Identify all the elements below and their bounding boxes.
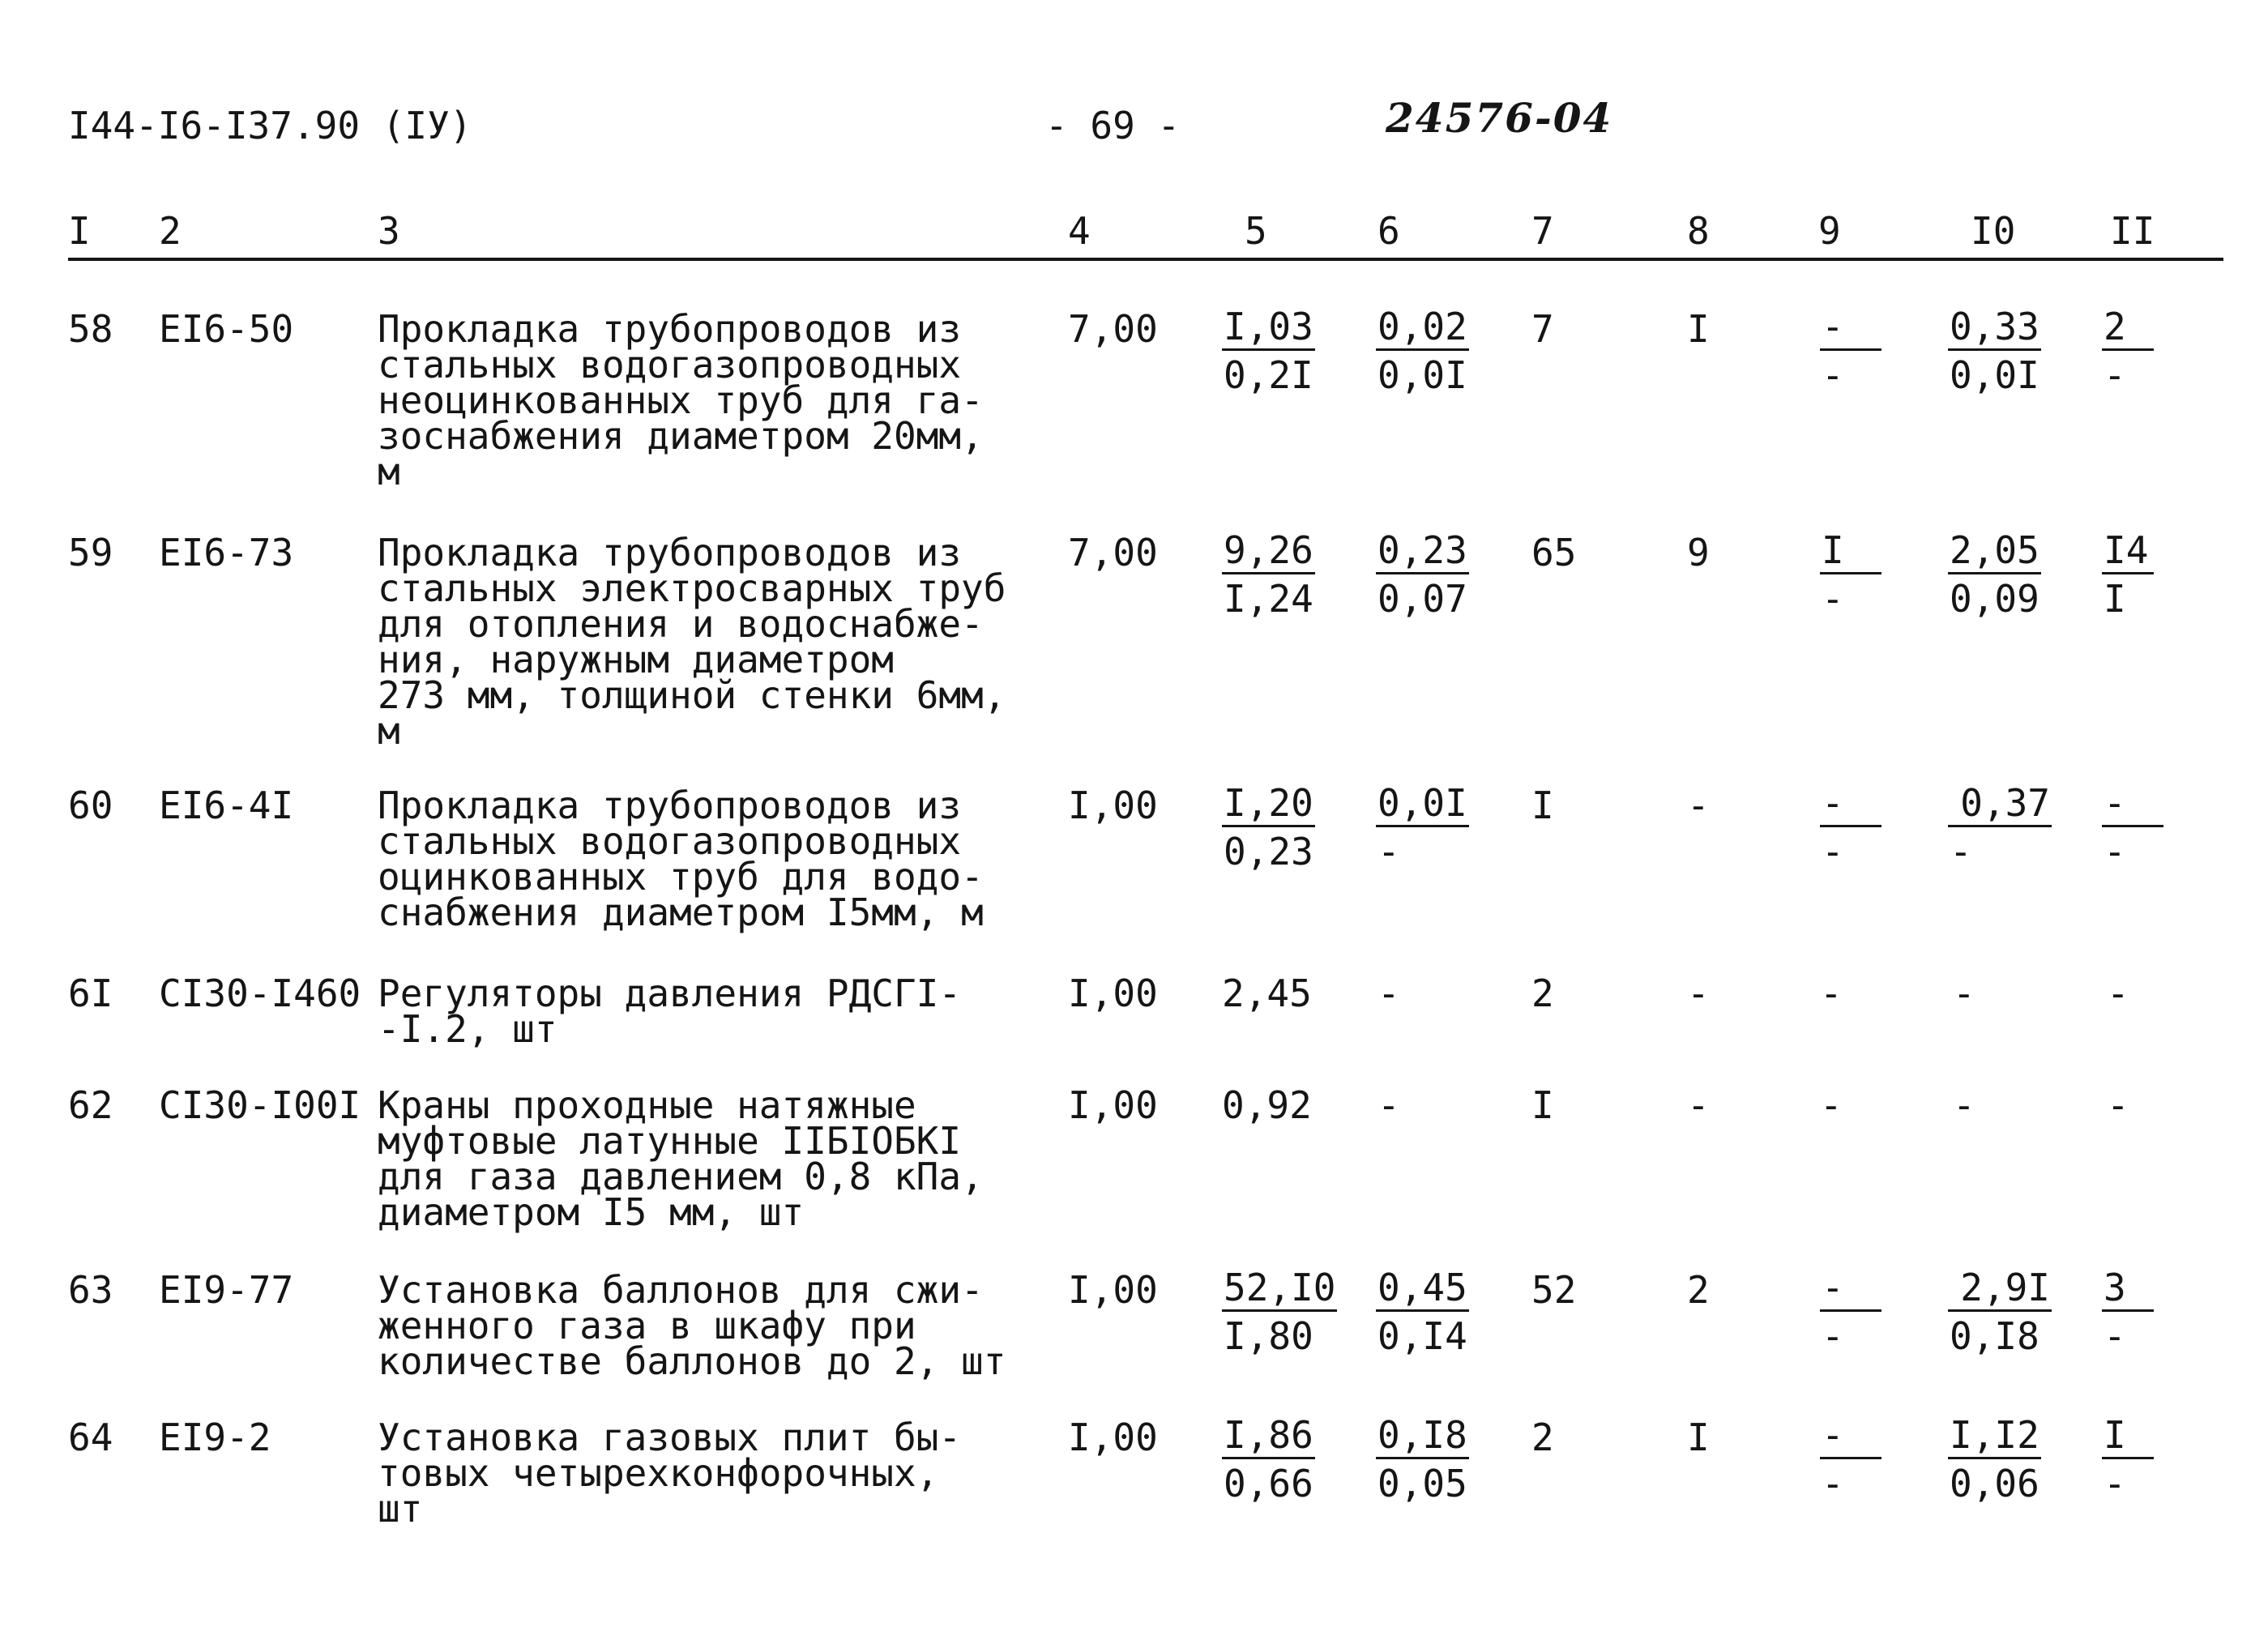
page-number: - 69 - [1045, 104, 1181, 147]
col11-fraction [2102, 528, 2154, 623]
column-number: II [2110, 209, 2155, 253]
norm-code: EI6-73 [159, 531, 294, 574]
description-line: Установка газовых плит бы- [378, 1416, 962, 1459]
col6-fraction [1376, 1266, 1469, 1360]
quantity: 7,00 [1068, 307, 1158, 351]
col8-value: I [1687, 1416, 1710, 1459]
fraction-bottom: 0,06 [1950, 1462, 2039, 1505]
col11-fraction [2102, 1413, 2154, 1508]
fraction-top: 9,26 [1222, 528, 1315, 574]
norm-code: EI9-77 [159, 1268, 294, 1312]
row-number: 64 [68, 1416, 113, 1459]
fraction-top: - [1820, 1413, 1881, 1459]
quantity: I,00 [1068, 1083, 1158, 1127]
quantity: I,00 [1068, 972, 1158, 1015]
column-number: 2 [159, 209, 182, 253]
description-line: зоснабжения диаметром 20мм, [378, 414, 984, 458]
col8-value: I [1687, 307, 1710, 351]
fraction-top: - [1820, 1266, 1881, 1312]
col7-value: 52 [1531, 1268, 1577, 1312]
description-line: снабжения диаметром I5мм, м [378, 890, 984, 934]
work-description [378, 307, 984, 493]
col8-value: 9 [1687, 531, 1710, 574]
col8-value: 2 [1687, 1268, 1710, 1312]
description-line: товых четырехконфорочных, [378, 1451, 939, 1495]
column-number: I0 [1971, 209, 2016, 253]
fraction-bottom: - [2104, 1314, 2126, 1358]
col5-fraction [1222, 1266, 1337, 1360]
fraction-bottom: - [1822, 830, 1844, 873]
fraction-bottom: - [1950, 830, 1972, 873]
col8-value: - [1687, 1083, 1710, 1127]
quantity: I,00 [1068, 1268, 1158, 1312]
col11-fraction [2102, 1266, 2154, 1360]
fraction-bottom: 0,I8 [1950, 1314, 2039, 1358]
description-line: диаметром I5 мм, шт [378, 1190, 805, 1234]
col9-fraction [1820, 528, 1881, 623]
fraction-bottom: 0,2I [1224, 353, 1313, 397]
col10-fraction [1948, 781, 2052, 876]
row-number: 59 [68, 531, 113, 574]
col10-value: - [1953, 972, 1975, 1015]
fraction-top: I,I2 [1948, 1413, 2041, 1459]
description-line: Прокладка трубопроводов из [378, 531, 962, 574]
fraction-top: 2,05 [1948, 528, 2041, 574]
description-line: муфтовые латунные IIБIОБКI [378, 1119, 962, 1163]
fraction-top: - [2102, 781, 2163, 827]
fraction-bottom: 0,0I [1950, 353, 2039, 397]
col8-value: - [1687, 784, 1710, 827]
fraction-top: 0,33 [1948, 305, 2041, 351]
description-line: оцинкованных труб для водо- [378, 855, 984, 899]
col7-value: I [1531, 784, 1554, 827]
quantity: I,00 [1068, 784, 1158, 827]
fraction-bottom: 0,07 [1377, 577, 1467, 621]
column-number: I [68, 209, 91, 253]
col9-fraction [1820, 781, 1881, 876]
fraction-top: I4 [2102, 528, 2154, 574]
description-line: 273 мм, толщиной стенки 6мм, [378, 673, 1006, 717]
column-number: 5 [1245, 209, 1267, 253]
col10-fraction [1948, 1266, 2052, 1360]
fraction-bottom: - [2104, 353, 2126, 397]
column-number: 6 [1377, 209, 1400, 253]
fraction-bottom: - [1822, 577, 1844, 621]
col9-fraction [1820, 1413, 1881, 1508]
fraction-top: 0,37 [1948, 781, 2052, 827]
column-number: 4 [1068, 209, 1091, 253]
col6-fraction [1376, 1413, 1469, 1508]
col5-fraction [1222, 781, 1315, 876]
work-description [378, 1416, 962, 1531]
col5-fraction [1222, 305, 1315, 399]
description-line: -I.2, шт [378, 1007, 557, 1051]
row-number: 62 [68, 1083, 113, 1127]
col9-fraction [1820, 1266, 1881, 1360]
fraction-top: 2,9I [1948, 1266, 2052, 1312]
fraction-top: 0,02 [1376, 305, 1469, 351]
fraction-top: 52,I0 [1222, 1266, 1337, 1312]
description-line: количестве баллонов до 2, шт [378, 1339, 1006, 1383]
description-line: м [378, 709, 400, 753]
fraction-bottom: - [1822, 1462, 1844, 1505]
col10-value: - [1953, 1083, 1975, 1127]
col7-value: 65 [1531, 531, 1577, 574]
description-line: Прокладка трубопроводов из [378, 784, 962, 827]
fraction-bottom: - [1377, 830, 1400, 873]
norm-code: EI6-50 [159, 307, 294, 351]
row-number: 60 [68, 784, 113, 827]
fraction-bottom: - [1822, 353, 1844, 397]
fraction-bottom: 0,09 [1950, 577, 2039, 621]
description-line: стальных водогазопроводных [378, 819, 962, 863]
work-description [378, 1083, 984, 1234]
description-line: стальных электросварных труб [378, 566, 1006, 610]
description-line: неоцинкованных труб для га- [378, 378, 984, 422]
col7-value: 7 [1531, 307, 1554, 351]
col5-value: 0,92 [1222, 1083, 1312, 1127]
fraction-bottom: 0,I4 [1377, 1314, 1467, 1358]
col9-fraction [1820, 305, 1881, 399]
description-line: Регуляторы давления РДСГI- [378, 972, 962, 1015]
col11-value: - [2107, 1083, 2129, 1127]
fraction-top: I,20 [1222, 781, 1315, 827]
fraction-top: 3 [2102, 1266, 2154, 1312]
fraction-bottom: - [1822, 1314, 1844, 1358]
fraction-bottom: - [2104, 830, 2126, 873]
work-description [378, 531, 1006, 753]
norm-code: CI30-I460 [159, 972, 361, 1015]
col8-value: - [1687, 972, 1710, 1015]
col6-fraction [1376, 528, 1469, 623]
document-code: I44-I6-I37.90 (IУ) [68, 104, 472, 147]
col5-value: 2,45 [1222, 972, 1312, 1015]
fraction-top: I [2102, 1413, 2154, 1459]
fraction-top: 0,I8 [1376, 1413, 1469, 1459]
col10-fraction [1948, 1413, 2041, 1508]
col6-value: - [1377, 972, 1400, 1015]
handwritten-inventory-number: 24576-04 [1386, 94, 1613, 142]
fraction-top: I [1820, 528, 1881, 574]
fraction-top: 0,23 [1376, 528, 1469, 574]
column-number: 8 [1687, 209, 1710, 253]
col5-fraction [1222, 528, 1315, 623]
col11-fraction [2102, 305, 2154, 399]
fraction-bottom: I,80 [1224, 1314, 1313, 1358]
quantity: I,00 [1068, 1416, 1158, 1459]
col5-fraction [1222, 1413, 1315, 1508]
col7-value: 2 [1531, 1416, 1554, 1459]
col11-value: - [2107, 972, 2129, 1015]
col6-value: - [1377, 1083, 1400, 1127]
description-line: для газа давлением 0,8 кПа, [378, 1155, 984, 1198]
row-number: 6I [68, 972, 113, 1015]
fraction-top: I,86 [1222, 1413, 1315, 1459]
fraction-top: 2 [2102, 305, 2154, 351]
col6-fraction [1376, 305, 1469, 399]
work-description [378, 784, 984, 934]
fraction-bottom: I [2104, 577, 2126, 621]
row-number: 63 [68, 1268, 113, 1312]
header-rule [68, 258, 2223, 261]
fraction-top: 0,45 [1376, 1266, 1469, 1312]
description-line: Установка баллонов для сжи- [378, 1268, 984, 1312]
fraction-top: 0,0I [1376, 781, 1469, 827]
norm-code: EI6-4I [159, 784, 294, 827]
col6-fraction [1376, 781, 1469, 876]
norm-code: CI30-I00I [159, 1083, 361, 1127]
description-line: Краны проходные натяжные [378, 1083, 916, 1127]
work-description [378, 972, 962, 1051]
description-line: стальных водогазопроводных [378, 343, 962, 386]
fraction-bottom: I,24 [1224, 577, 1313, 621]
fraction-top: - [1820, 781, 1881, 827]
description-line: ния, наружным диаметром [378, 638, 894, 681]
fraction-bottom: - [2104, 1462, 2126, 1505]
row-number: 58 [68, 307, 113, 351]
col9-value: - [1820, 1083, 1843, 1127]
description-line: шт [378, 1487, 423, 1531]
col10-fraction [1948, 305, 2041, 399]
col9-value: - [1820, 972, 1843, 1015]
col10-fraction [1948, 528, 2041, 623]
col7-value: 2 [1531, 972, 1554, 1015]
col11-fraction [2102, 781, 2163, 876]
col7-value: I [1531, 1083, 1554, 1127]
fraction-bottom: 0,05 [1377, 1462, 1467, 1505]
fraction-bottom: 0,23 [1224, 830, 1313, 873]
column-number: 3 [378, 209, 400, 253]
fraction-top: I,03 [1222, 305, 1315, 351]
description-line: м [378, 450, 400, 493]
description-line: для отопления и водоснабже- [378, 602, 984, 646]
work-description [378, 1268, 1006, 1383]
description-line: Прокладка трубопроводов из [378, 307, 962, 351]
norm-code: EI9-2 [159, 1416, 271, 1459]
column-number: 9 [1818, 209, 1841, 253]
fraction-bottom: 0,66 [1224, 1462, 1313, 1505]
column-number: 7 [1531, 209, 1554, 253]
fraction-bottom: 0,0I [1377, 353, 1467, 397]
quantity: 7,00 [1068, 531, 1158, 574]
fraction-top: - [1820, 305, 1881, 351]
description-line: женного газа в шкафу при [378, 1304, 916, 1347]
